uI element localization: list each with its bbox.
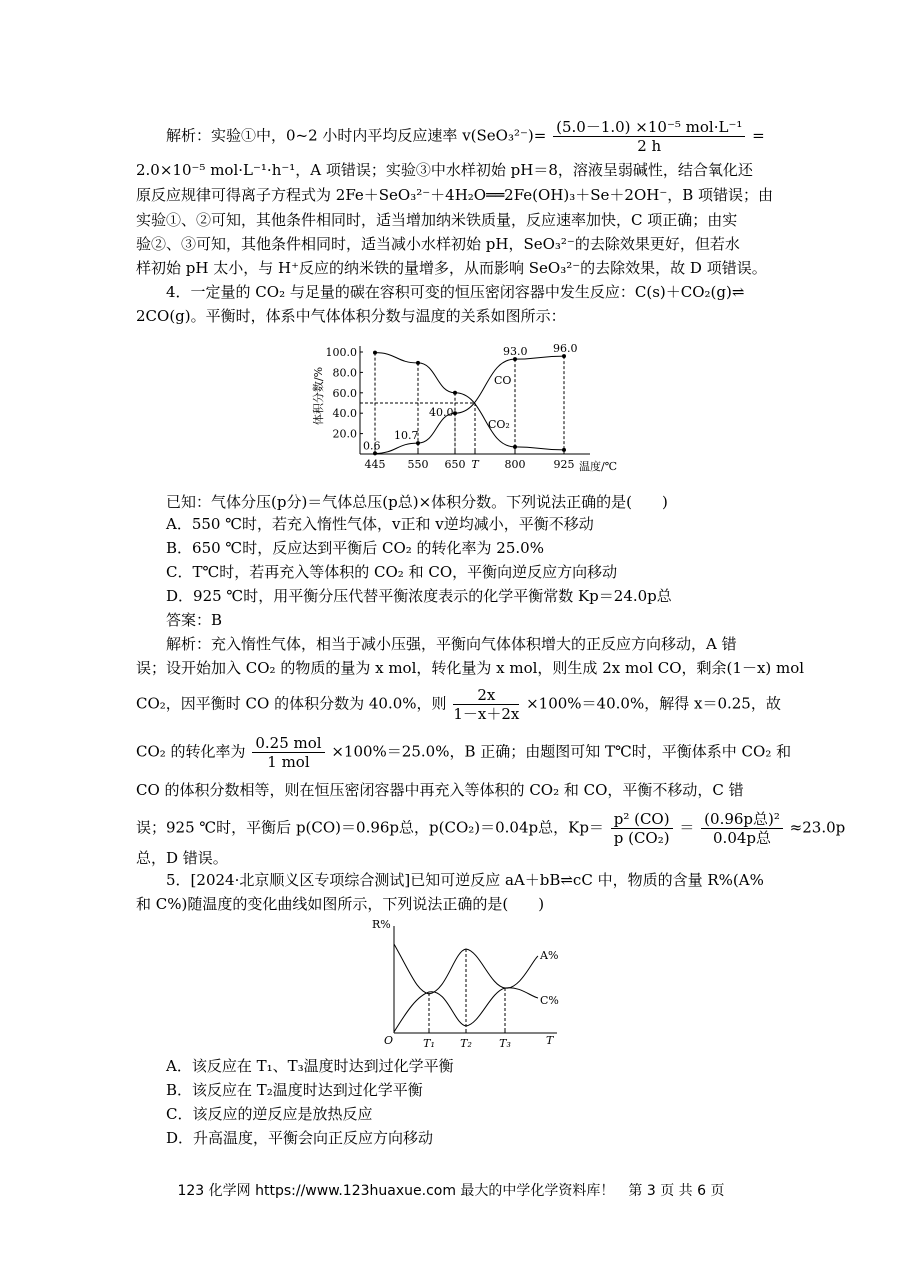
option-d: D．升高温度，平衡会向正反应方向移动 bbox=[166, 1129, 434, 1147]
fraction bbox=[701, 810, 783, 847]
solution-line: 2.0×10⁻⁵ mol·L⁻¹·h⁻¹，A 项错误；实验③中水样初始 pH＝8，溶液呈弱碱性，结合氧化还 bbox=[136, 161, 753, 179]
option-b: B．该反应在 T₂温度时达到过化学平衡 bbox=[166, 1081, 423, 1099]
explanation-line: CO 的体积分数相等，则在恒压密闭容器中再充入等体积的 CO₂ 和 CO，平衡不移动，C 错 bbox=[136, 781, 744, 799]
y-axis-label: R% bbox=[372, 918, 391, 931]
fraction-numerator: 2x bbox=[453, 686, 519, 705]
text: ×100%＝40.0%，解得 x＝0.25，故 bbox=[526, 694, 781, 713]
text: CO₂ 的转化率为 bbox=[136, 742, 246, 761]
option-a: A．该反应在 T₁、T₃温度时达到过化学平衡 bbox=[166, 1057, 454, 1075]
option-a: A．550 ℃时，若充入惰性气体，v正和 v逆均减小，平衡不移动 bbox=[166, 515, 594, 533]
fraction-denominator: 1－x＋2x bbox=[453, 705, 520, 723]
fraction-denominator: p (CO₂) bbox=[613, 829, 670, 847]
explanation-line bbox=[136, 686, 781, 723]
text: CO₂，因平衡时 CO 的体积分数为 40.0%，则 bbox=[136, 694, 447, 713]
x-tick-label: T₂ bbox=[460, 1037, 472, 1050]
x-tick-label: T₃ bbox=[499, 1037, 511, 1050]
r-percent-chart bbox=[362, 916, 572, 1051]
y-tick-label: 60.0 bbox=[332, 386, 357, 400]
fraction bbox=[453, 686, 519, 723]
text: 解析：实验①中，0~2 小时内平均反应速率 v(SeO₃²⁻)= bbox=[166, 126, 547, 145]
series-label-a: A% bbox=[540, 949, 559, 962]
x-tick-label: T bbox=[471, 458, 479, 471]
series-label-co2: CO₂ bbox=[488, 418, 510, 431]
text: ≈23.0p bbox=[789, 818, 846, 837]
rate-fraction bbox=[553, 118, 745, 155]
explanation-line: 解析：充入惰性气体，相当于减小压强，平衡向气体体积增大的正反应方向移动，A 错 bbox=[166, 635, 737, 653]
text: ＝ bbox=[679, 818, 695, 837]
solution-line: 验②、③可知，其他条件相同时，适当减小水样初始 pH，SeO₃²⁻的去除效果更好，但若水 bbox=[136, 235, 740, 253]
x-tick-label: 925 bbox=[553, 458, 575, 471]
fraction-numerator: p² (CO) bbox=[611, 810, 673, 829]
option-c: C．该反应的逆反应是放热反应 bbox=[166, 1105, 373, 1123]
data-label: 0.6 bbox=[363, 439, 381, 453]
x-tick-label: 800 bbox=[504, 458, 526, 471]
x-axis-label: 温度/℃ bbox=[578, 460, 618, 473]
x-axis-label: T bbox=[546, 1034, 554, 1047]
fraction-denominator: 1 mol bbox=[267, 753, 310, 771]
volume-fraction-chart bbox=[300, 336, 630, 476]
page-footer: 123 化学网 https://www.123huaxue.com 最大的中学化学资料库！ 第 3 页 共 6 页 bbox=[177, 1183, 725, 1199]
fraction bbox=[252, 734, 324, 771]
x-tick-label: 650 bbox=[444, 458, 466, 471]
answer: 答案：B bbox=[166, 611, 223, 629]
fraction-denominator: 2 h bbox=[637, 137, 662, 155]
question-stem: 5．[2024·北京顺义区专项综合测试]已知可逆反应 aA＋bB⇌cC 中，物质的含量 R%(A% bbox=[166, 871, 764, 889]
fraction-numerator: 0.25 mol bbox=[252, 734, 324, 753]
series-label-c: C% bbox=[540, 994, 559, 1007]
x-tick-label: T₁ bbox=[423, 1037, 435, 1050]
explanation-line bbox=[136, 734, 791, 771]
solution-line: 实验①、②可知，其他条件相同时，适当增加纳米铁质量，反应速率加快，C 项正确；由实 bbox=[136, 211, 738, 229]
fraction-numerator: (0.96p总)² bbox=[701, 810, 783, 829]
y-tick-label: 80.0 bbox=[332, 366, 357, 380]
data-label: 40.0 bbox=[429, 406, 454, 420]
text: = bbox=[752, 126, 765, 145]
question-stem: 2CO(g)。平衡时，体系中气体体积分数与温度的关系如图所示： bbox=[136, 307, 566, 325]
y-tick-label: 40.0 bbox=[332, 407, 357, 421]
explanation-line bbox=[136, 810, 845, 847]
y-axis-label: 体积分数/% bbox=[312, 366, 325, 426]
solution-line: 样初始 pH 太小，与 H⁺反应的纳米铁的量增多，从而影响 SeO₃²⁻的去除效果，故 D 项错误。 bbox=[136, 259, 767, 277]
question-stem: 4．一定量的 CO₂ 与足量的碳在容积可变的恒压密闭容器中发生反应：C(s)＋CO₂(g)⇌ bbox=[166, 283, 745, 301]
question-stem: 和 C%)随温度的变化曲线如图所示，下列说法正确的是( ) bbox=[136, 895, 545, 913]
explanation-line: 总，D 错误。 bbox=[136, 849, 228, 867]
series-label-co: CO bbox=[494, 374, 512, 387]
explanation-line: 误；设开始加入 CO₂ 的物质的量为 x mol，转化量为 x mol，则生成 2x mol CO，剩余(1－x) mol bbox=[136, 659, 805, 677]
fraction-denominator: 0.04p总 bbox=[713, 829, 772, 847]
solution-line: 原反应规律可得离子方程式为 2Fe＋SeO₃²⁻＋4H₂O══2Fe(OH)₃＋Se＋2OH⁻，B 项错误；由 bbox=[136, 186, 774, 204]
option-c: C．T℃时，若再充入等体积的 CO₂ 和 CO，平衡向逆反应方向移动 bbox=[166, 563, 618, 581]
data-label: 93.0 bbox=[503, 345, 528, 359]
text: ×100%＝25.0%，B 正确；由题图可知 T℃时，平衡体系中 CO₂ 和 bbox=[331, 742, 792, 761]
y-tick-label: 20.0 bbox=[332, 427, 357, 441]
data-label: 10.7 bbox=[394, 429, 419, 443]
fraction bbox=[611, 810, 673, 847]
fraction-numerator: (5.0－1.0) ×10⁻⁵ mol·L⁻¹ bbox=[553, 118, 745, 137]
x-tick-label: 445 bbox=[364, 458, 386, 471]
origin-label: O bbox=[384, 1034, 394, 1047]
y-tick-label: 100.0 bbox=[325, 346, 357, 359]
text: 误；925 ℃时，平衡后 p(CO)＝0.96p总，p(CO₂)＝0.04p总，Kp＝ bbox=[136, 818, 604, 837]
question-known: 已知：气体分压(p分)＝气体总压(p总)×体积分数。下列说法正确的是( ) bbox=[166, 493, 668, 511]
option-b: B．650 ℃时，反应达到平衡后 CO₂ 的转化率为 25.0% bbox=[166, 539, 544, 557]
data-label: 96.0 bbox=[553, 342, 578, 356]
option-d: D．925 ℃时，用平衡分压代替平衡浓度表示的化学平衡常数 Kp＝24.0p总 bbox=[166, 587, 672, 605]
solution-line bbox=[166, 118, 765, 155]
x-tick-label: 550 bbox=[407, 458, 429, 471]
